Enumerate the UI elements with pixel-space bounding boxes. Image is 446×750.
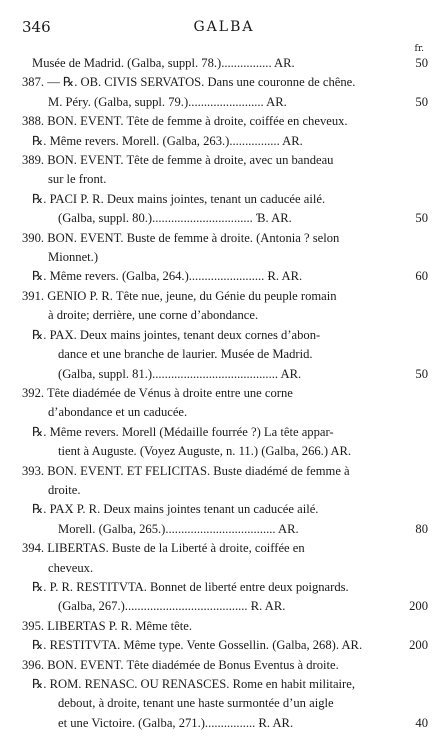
price-value: 50	[415, 211, 428, 226]
catalogue-entry: 391. GENIO P. R. Tête nue, jeune, du Génie du peuple romain à droite; derrière, une corne d’abondance.	[22, 288, 337, 323]
price-value: 80	[415, 521, 428, 536]
price-value: 200	[409, 599, 428, 614]
catalogue-entry: ℞. PACI P. R. Deux mains jointes, tenant un caducée ailé. (Galba, suppl. 80.)................................ Ɓ. AR. 50	[32, 190, 430, 229]
price-value: 40	[415, 715, 428, 730]
catalogue-entry: ℞. Même revers. Morell (Médaille fourrée ?) La tête appar- tient à Auguste. (Voyez Auguste, n. 11.) (Galba, 266.) AR.	[32, 424, 352, 459]
catalogue-entry: ℞. P. R. RESTITVTA. Bonnet de liberté entre deux poignards. (Galba, 267.)....................................... Ɍ. AR. 200	[32, 578, 430, 617]
page-header	[22, 18, 426, 54]
catalogue-entry: 390. BON. EVENT. Buste de femme à droite. (Antonia ? selon Mionnet.)	[22, 230, 340, 265]
catalogue-entry: 392. Tête diadémée de Vénus à droite entre une corne d’abondance et un caducée.	[22, 385, 293, 420]
column-label: fr.	[414, 44, 424, 54]
catalogue-entry: ℞. Même revers. (Galba, 264.)........................ Ɍ. AR. 60	[32, 267, 430, 286]
catalogue-entry: ℞. RESTITVTA. Même type. Vente Gossellin. (Galba, 268). AR. 200	[32, 636, 430, 655]
page-number: 346	[22, 18, 51, 36]
price-value: 200	[409, 638, 428, 653]
catalogue-entry: 395. LIBERTAS P. R. Même tête.	[22, 618, 192, 633]
catalogue-entry: ℞. PAX. Deux mains jointes, tenant deux cornes d’abon- dance et une branche de laurier. Musée de Madrid. (Galba, suppl. 81.)........................................ AR. 50	[32, 326, 430, 384]
catalogue-entry: ℞. PAX P. R. Deux mains jointes tenant un caducée ailé. Morell. (Galba, 265.)................................... AR. 80	[32, 500, 430, 539]
catalogue-entry: 393. BON. EVENT. ET FELICITAS. Buste diadémé de femme à droite.	[22, 463, 350, 497]
catalogue-entry: 394. LIBERTAS. Buste de la Liberté à droite, coiffée en cheveux.	[22, 541, 305, 575]
price-value: 60	[415, 269, 428, 284]
catalogue-entry: 396. BON. EVENT. Tête diadémée de Bonus Eventus à droite.	[22, 657, 339, 672]
price-value: 50	[415, 56, 428, 70]
price-value: 50	[415, 94, 428, 109]
catalogue-entries	[22, 54, 430, 733]
running-title: GALBA	[193, 19, 255, 35]
catalogue-entry: ℞. Même revers. Morell. (Galba, 263.)................ AR.	[32, 133, 303, 148]
catalogue-entry: 389. BON. EVENT. Tête de femme à droite, avec un bandeau sur le front.	[22, 153, 334, 187]
catalogue-entry: 388. BON. EVENT. Tête de femme à droite, coiffée en cheveux.	[22, 114, 348, 129]
catalogue-entry: Musée de Madrid. (Galba, suppl. 78.)................ AR. 50	[22, 54, 430, 73]
catalogue-entry: ℞. ROM. RENASC. OU RENASCES. Rome en habit militaire, debout, à droite, tenant une haste surmontée d’un aigle et une Victoire. (Galba, 271.)................ Ɍ. AR. 40	[32, 675, 430, 733]
catalogue-entry: 387. — ℞. OB. CIVIS SERVATOS. Dans une couronne de chêne. M. Péry. (Galba, suppl. 79.)........................ AR. 50	[22, 73, 430, 112]
price-value: 50	[415, 366, 428, 381]
